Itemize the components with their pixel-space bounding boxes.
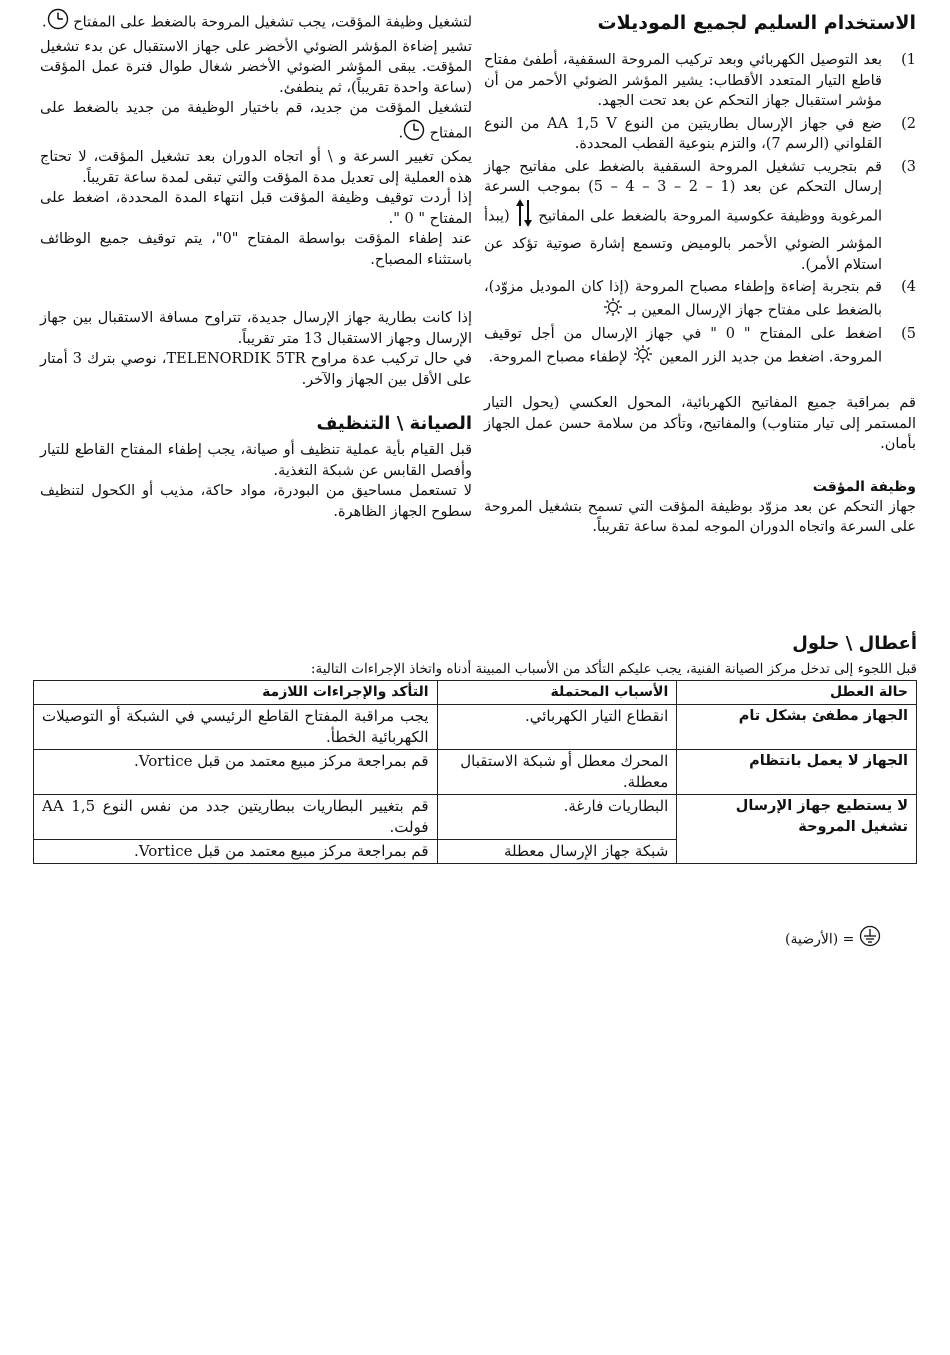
timer-paragraph: تشير إضاءة المؤشر الضوئي الأخضر على جهاز الاستقبال عن بدء تشغيل المؤقت. يبقى المؤشر الضوئي الأخضر شغال طوال فترة عمل المؤقت (ساعة واحدة تقريباً)، ثم ينطفئ. (40, 38, 472, 96)
usage-heading: الاستخدام السليم لجميع الموديلات (597, 12, 916, 34)
fault-action: قم بمراجعة مركز مبيع معتمد من قبل Vortice. (34, 750, 438, 795)
timer-text: لتشغيل المؤقت من جديد، قم باختيار الوظيفة من جديد بالضغط على المفتاح (40, 100, 472, 141)
step-text: (يبدأ المؤشر الضوئي الأحمر بالوميض وتسمع إشارة صوتية تؤكد عن استلام الأمر). (484, 207, 882, 273)
earth-label: = (الأرضية) (785, 931, 855, 948)
fault-condition: لا يستطيع جهاز الإرسال تشغيل المروحة (677, 795, 917, 864)
maintenance-heading: الصيانة \ التنظيف (316, 413, 472, 434)
step-text: اضغط على المفتاح " 0 " في جهاز الإرسال من أجل توقيف المروحة. اضغط من جديد الزر المعين (484, 326, 882, 365)
timer-text: لتشغيل وظيفة المؤقت، يجب تشغيل المروحة بالضغط على المفتاح (73, 14, 472, 31)
step-text: ضع في جهاز الإرسال بطاريتين من النوع AA 1,5 V من النوع القلواني (الرسم 7)، والتزم بنوعية القطب المحددة. (484, 115, 882, 152)
timer-column (40, 8, 472, 522)
timer-paragraph: عند إطفاء المؤقت بواسطة المفتاح "0"، يتم توقيف جميع الوظائف باستثناء المصباح. (40, 231, 472, 268)
step-text: بعد التوصيل الكهربائي وبعد تركيب المروحة السقفية، أطفئ مفتاح قاطع التيار المتعدد الأقطاب: يشير المؤشر الضوئي الأحمر من أن مؤشر استقبال جهاز التحكم عن بعد تحت الجهد. (484, 52, 882, 109)
fault-cause: المحرك معطل أو شبكة الاستقبال معطلة. (437, 750, 677, 795)
fault-cause: البطاريات فارغة. (437, 795, 677, 840)
fault-condition: الجهاز مطفئ بشكل تام (677, 705, 917, 750)
step-text: قم بتجربة إضاءة وإطفاء مصباح المروحة (إذا كان الموديل مزوّد)، بالضغط على مفتاح جهاز الإرسال المعين بـ (484, 279, 882, 318)
step-number: 2) (901, 115, 916, 132)
timer-paragraph: لتشغيل وظيفة المؤقت، يجب تشغيل المروحة بالضغط على المفتاح . (40, 8, 472, 37)
installation-note: في حال تركيب عدة مراوح TELENORDIK 5TR، نوصي بترك 3 أمتار على الأقل بين الجهاز والآخر. (40, 351, 472, 388)
step-2 (484, 114, 916, 155)
timer-paragraph: يمكن تغيير السرعة و \ أو اتجاه الدوران بعد تشغيل المؤقت، لا تحتاج هذه العملية إلى تعديل مدة المؤقت والتي تبقى لمدة ساعة تقريباً. (40, 149, 472, 186)
step-text: لإطفاء مصباح المروحة. (488, 348, 628, 365)
lamp-icon (602, 298, 624, 323)
maintenance-paragraph: لا تستعمل مساحيق من البودرة، مواد حاكة، مذيب أو الكحول لتنظيف سطوح الجهاز الظاهرة. (40, 483, 472, 520)
check-note: قم بمراقبة جميع المفاتيح الكهربائية، المحول العكسي (يحول التيار المستمر إلى تيار متناوب) والمفاتيح، وتأكد من سلامة حسن عمل الجهاز بأمان. (484, 395, 916, 452)
table-row (34, 750, 917, 795)
table-header-row (34, 681, 917, 705)
clock-icon (47, 8, 69, 37)
clock-icon (403, 119, 425, 148)
fault-action: قم بمراجعة مركز مبيع معتمد من قبل Vortice. (34, 840, 438, 864)
fault-cause: شبكة جهاز الإرسال معطلة (437, 840, 677, 864)
fault-condition: الجهاز لا يعمل بانتظام (677, 750, 917, 795)
timer-paragraph: لتشغيل المؤقت من جديد، قم باختيار الوظيفة من جديد بالضغط على المفتاح . (40, 98, 472, 147)
faults-table (33, 680, 917, 864)
faults-section (33, 632, 917, 864)
usage-steps (484, 50, 916, 369)
earth-legend (785, 925, 881, 954)
fault-cause: انقطاع التيار الكهربائي. (437, 705, 677, 750)
usage-column (484, 10, 916, 538)
step-1 (484, 50, 916, 112)
table-row (34, 705, 917, 750)
step-number: 1) (901, 52, 916, 68)
maintenance-paragraph: قبل القيام بأية عملية تنظيف أو صيانة، يجب إطفاء المفتاح القاطع للتيار وأفصل القابس عن شبكة التغذية. (40, 442, 472, 479)
step-number: 5) (901, 326, 916, 342)
fault-action: قم بتغيير البطاريات ببطاريتين جدد من نفس النوع AA 1,5 فولت. (34, 795, 438, 840)
range-note: إذا كانت بطارية جهاز الإرسال جديدة، تتراوح مسافة الاستقبال بين جهاز الإرسال وجهاز الاستقبال 13 متر تقريباً. (40, 310, 472, 347)
header-condition: حالة العطل (677, 681, 917, 705)
earth-ground-icon (859, 925, 881, 954)
step-4 (484, 277, 916, 322)
timer-paragraph: إذا أردت توقيف وظيفة المؤقت قبل انتهاء المدة المحددة، اضغط على المفتاح " 0 ". (40, 190, 472, 227)
header-action: التأكد والإجراءات اللازمة (34, 681, 438, 705)
step-number: 4) (901, 279, 916, 295)
table-row (34, 795, 917, 840)
faults-intro: قبل اللجوء إلى تدخل مركز الصيانة الفنية، يجب عليكم التأكد من الأسباب المبينة أدناه واتخاذ الإجراءات التالية: (310, 661, 917, 677)
header-cause: الأسباب المحتملة (437, 681, 677, 705)
timer-heading: وظيفة المؤقت (812, 478, 916, 495)
lamp-icon (632, 345, 654, 370)
faults-heading: أعطال \ حلول (792, 633, 917, 654)
timer-intro: جهاز التحكم عن بعد مزوّد بوظيفة المؤقت التي تسمح بتشغيل المروحة على السرعة واتجاه الدوران الموجه لمدة ساعة تقريباً. (484, 498, 916, 535)
reverse-arrows-icon (515, 198, 533, 235)
step-text: قم بتجريب تشغيل المروحة السقفية بالضغط على مفاتيح جهاز إرسال التحكم عن بعد (1 – 2 – 3 – 4 – 5) بموجب السرعة المرغوبة ووظيفة عكوسية المروحة بالضغط على المفاتيح (484, 158, 883, 224)
step-number: 3) (901, 158, 916, 175)
fault-action: يجب مراقبة المفتاح القاطع الرئيسي في الشبكة أو التوصيلات الكهربائية الخطأ. (34, 705, 438, 750)
step-5 (484, 324, 916, 369)
step-3 (484, 157, 916, 276)
